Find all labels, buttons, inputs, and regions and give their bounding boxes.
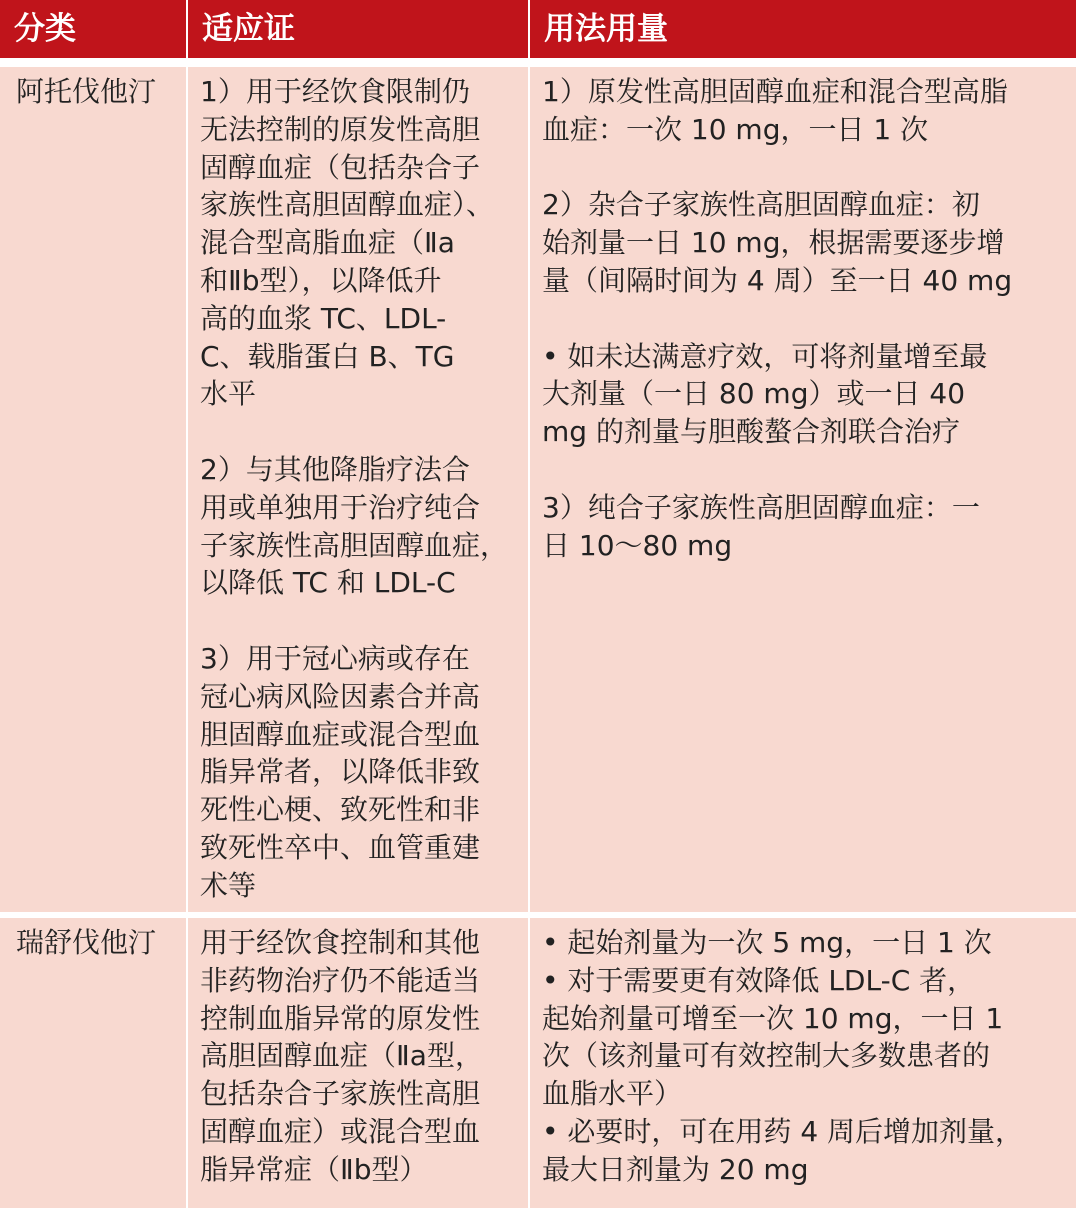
row-rosuvastatin-dosage: • 起始剂量为一次 5 mg，一日 1 次 • 对于需要更有效降低 LDL-C 者， 起始剂量可增至一次 10 mg，一日 1 次（该剂量可有效控制大多数患者的 血脂水平） • 必要时，可在用药 4 周后增加剂量， 最大日剂量为 20 mg: [530, 918, 1076, 1208]
header-category: 分类: [0, 0, 186, 58]
row-rosuvastatin-indication: 用于经饮食控制和其他 非药物治疗仍不能适当 控制血脂异常的原发性 高胆固醇血症（Ⅱa型， 包括杂合子家族性高胆 固醇血症）或混合型血 脂异常症（Ⅱb型）: [188, 918, 528, 1208]
header-indication: 适应证: [188, 0, 528, 58]
row-atorvastatin-dosage: 1）原发性高胆固醇血症和混合型高脂 血症：一次 10 mg，一日 1 次 2）杂合子家族性高胆固醇血症：初 始剂量一日 10 mg，根据需要逐步增 量（间隔时间为 4 周）至一日 40 mg • 如未达满意疗效，可将剂量增至最 大剂量（一日 80 mg）或一日 40 mg 的剂量与胆酸螯合剂联合治疗 3）纯合子家族性高胆固醇血症：一 日 10～80 mg: [530, 67, 1076, 912]
row-atorvastatin-indication: 1）用于经饮食限制仍 无法控制的原发性高胆 固醇血症（包括杂合子 家族性高胆固醇血症）、 混合型高脂血症（Ⅱa 和Ⅱb型），以降低升 高的血浆 TC、LDL- C、载脂蛋白 B、TG 水平 2）与其他降脂疗法合 用或单独用于治疗纯合 子家族性高胆固醇血症， 以降低 TC 和 LDL-C 3）用于冠心病或存在 冠心病风险因素合并高 胆固醇血症或混合型血 脂异常者，以降低非致 死性心梗、致死性和非 致死性卒中、血管重建 术等: [188, 67, 528, 912]
row-atorvastatin-category: 阿托伐他汀: [0, 67, 186, 912]
header-dosage: 用法用量: [530, 0, 1076, 58]
row-rosuvastatin-category: 瑞舒伐他汀: [0, 918, 186, 1208]
